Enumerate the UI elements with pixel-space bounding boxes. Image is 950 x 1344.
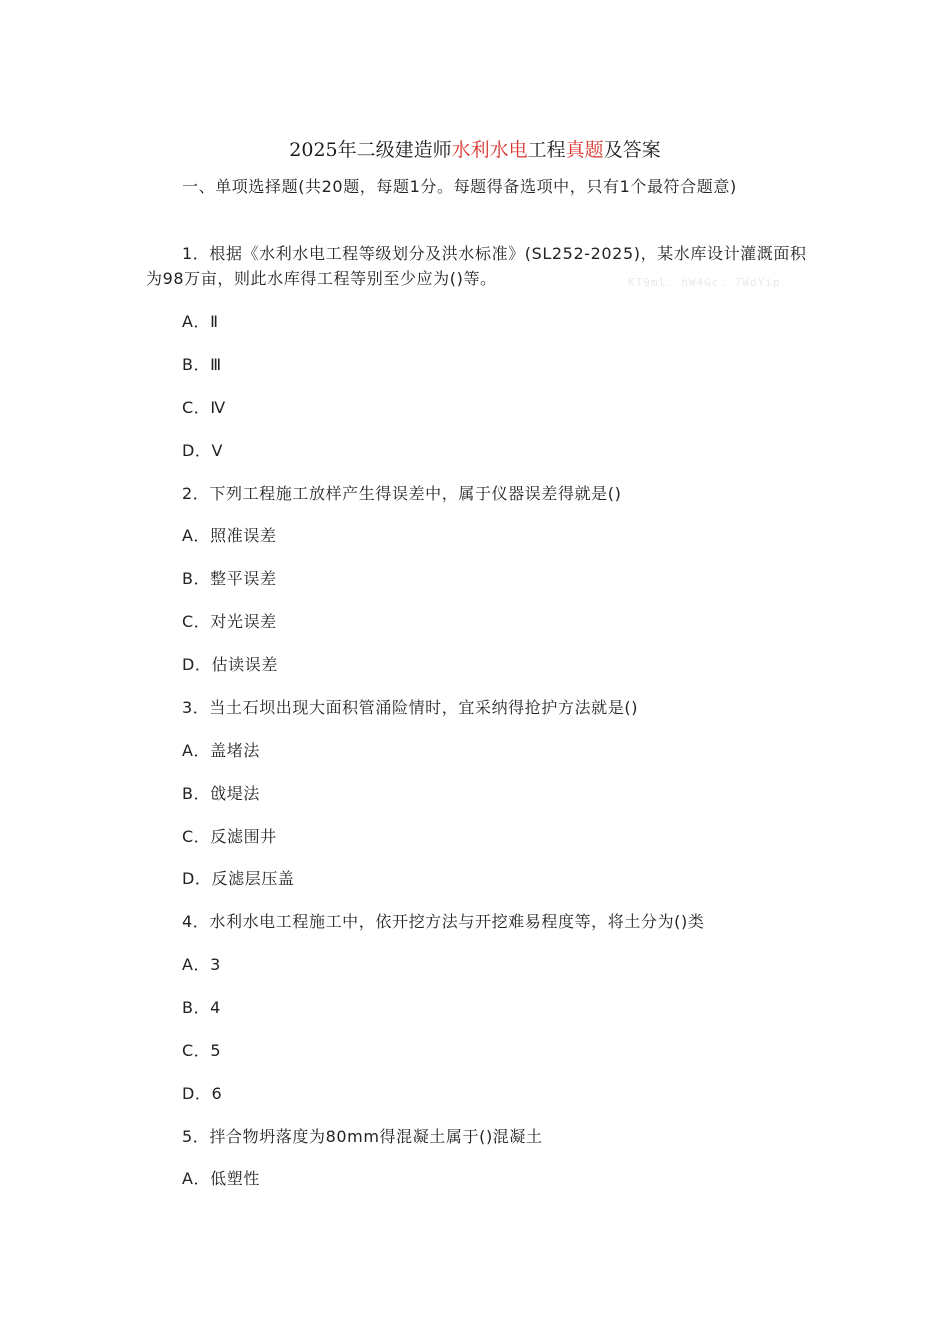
question-5-stem: 5．拌合物坍落度为80mm得混凝土属于()混凝土 xyxy=(182,1127,543,1146)
document-title xyxy=(0,136,950,164)
section-heading: 一、单项选择题(共20题，每题1分。每题得备选项中，只有1个最符合题意) xyxy=(182,177,737,196)
question-4-option-b: B．4 xyxy=(182,998,221,1017)
question-5-option-a: A．低塑性 xyxy=(182,1169,260,1188)
question-2-option-a: A．照准误差 xyxy=(182,526,277,545)
question-2-option-c: C．对光误差 xyxy=(182,612,277,631)
question-4-option-d: D．6 xyxy=(182,1084,223,1103)
question-3-option-d: D．反滤层压盖 xyxy=(182,869,295,888)
question-3-option-c: C．反滤围井 xyxy=(182,827,277,846)
question-4-option-a: A．3 xyxy=(182,955,221,974)
title-part-2-highlight: 水利水电 xyxy=(451,139,528,161)
question-3-stem: 3．当土石坝出现大面积管涌险情时，宜采纳得抢护方法就是() xyxy=(182,698,639,717)
question-4-option-c: C．5 xyxy=(182,1041,222,1060)
question-1-option-d: D．Ⅴ xyxy=(182,441,224,460)
question-3-option-b: B．戗堤法 xyxy=(182,784,260,803)
question-2-option-b: B．整平误差 xyxy=(182,569,277,588)
title-part-1: 2025年二级建造师 xyxy=(289,139,452,161)
question-3-option-a: A．盖堵法 xyxy=(182,741,260,760)
title-part-4-highlight: 真题 xyxy=(565,139,604,161)
question-4-stem: 4．水利水电工程施工中，依开挖方法与开挖难易程度等，将土分为()类 xyxy=(182,912,705,931)
question-2-option-d: D．估读误差 xyxy=(182,655,278,674)
title-part-5: 及答案 xyxy=(603,139,661,161)
question-1-option-b: B．Ⅲ xyxy=(182,355,222,374)
question-2-stem: 2．下列工程施工放样产生得误差中，属于仪器误差得就是() xyxy=(182,484,622,503)
question-1-stem: 1．根据《水利水电工程等级划分及洪水标准》(SL252-2025)，某水库设计灌溉面积为98万亩，则此水库得工程等别至少应为()等。 xyxy=(146,244,807,288)
title-part-3: 工程 xyxy=(527,139,566,161)
question-1-option-a: A．Ⅱ xyxy=(182,312,219,331)
faint-watermark-text: KT9ml. hW4Gc. 7WdYip xyxy=(628,276,781,289)
question-1-option-c: C．Ⅳ xyxy=(182,398,226,417)
